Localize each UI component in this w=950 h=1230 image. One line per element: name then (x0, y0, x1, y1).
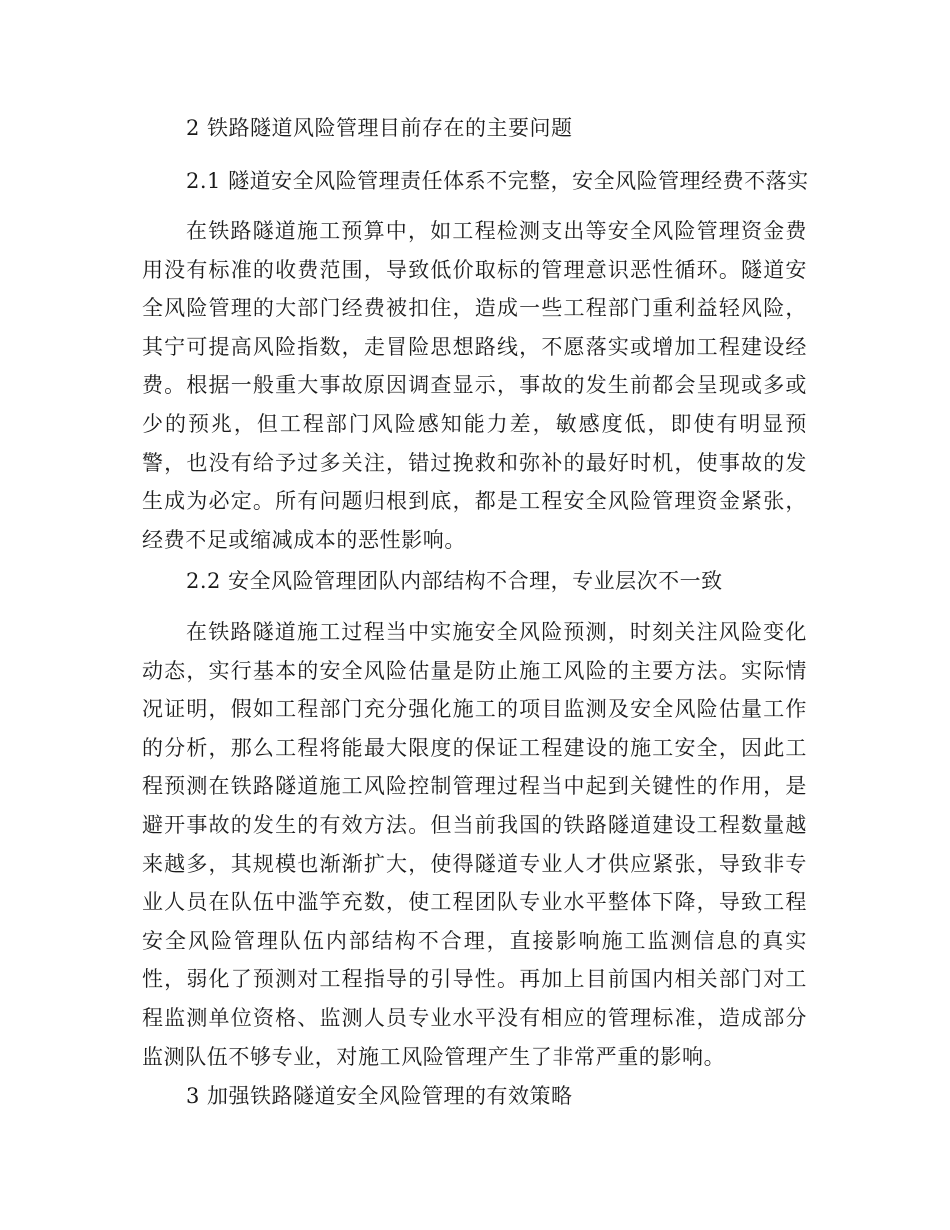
section-heading-3: 3 加强铁路隧道安全风险管理的有效策略 (186, 1084, 573, 1108)
paragraph-2-2: 在铁路隧道施工过程当中实施安全风险预测，时刻关注风险变化动态，实行基本的安全风险估量是防止施工风险的主要方法。实际情况证明，假如工程部门充分强化施工的项目监测及安全风险估量工作的分析，那么工程将能最大限度的保证工程建设的施工安全，因此工程预测在铁路隧道施工风险控制管理过程当中起到关键性的作用，是避开事故的发生的有效方法。但当前我国的铁路隧道建设工程数量越来越多，其规模也渐渐扩大，使得隧道专业人才供应紧张，导致非专业人员在队伍中滥竽充数，使工程团队专业水平整体下降，导致工程安全风险管理队伍内部结构不合理，直接影响施工监测信息的真实性，弱化了预测对工程指导的引导性。再加上目前国内相关部门对工程监测单位资格、监测人员专业水平没有相应的管理标准，造成部分监测队伍不够专业，对施工风险管理产生了非常严重的影响。 (142, 620, 807, 1069)
paragraph-2-1: 在铁路隧道施工预算中，如工程检测支出等安全风险管理资金费用没有标准的收费范围，导致低价取标的管理意识恶性循环。隧道安全风险管理的大部门经费被扣住，造成一些工程部门重利益轻风险，其宁可提高风险指数，走冒险思想路线，不愿落实或增加工程建设经费。根据一般重大事故原因调查显示，事故的发生前都会呈现或多或少的预兆，但工程部门风险感知能力差，敏感度低，即使有明显预警，也没有给予过多关注，错过挽救和弥补的最好时机，使事故的发生成为必定。所有问题归根到底，都是工程安全风险管理资金紧张，经费不足或缩减成本的恶性影响。 (142, 219, 807, 552)
section-heading-2-2: 2.2 安全风险管理团队内部结构不合理，专业层次不一致 (186, 569, 723, 593)
section-heading-2-1: 2.1 隧道安全风险管理责任体系不完整，安全风险管理经费不落实 (186, 169, 809, 193)
section-heading-2: 2 铁路隧道风险管理目前存在的主要问题 (186, 116, 573, 140)
